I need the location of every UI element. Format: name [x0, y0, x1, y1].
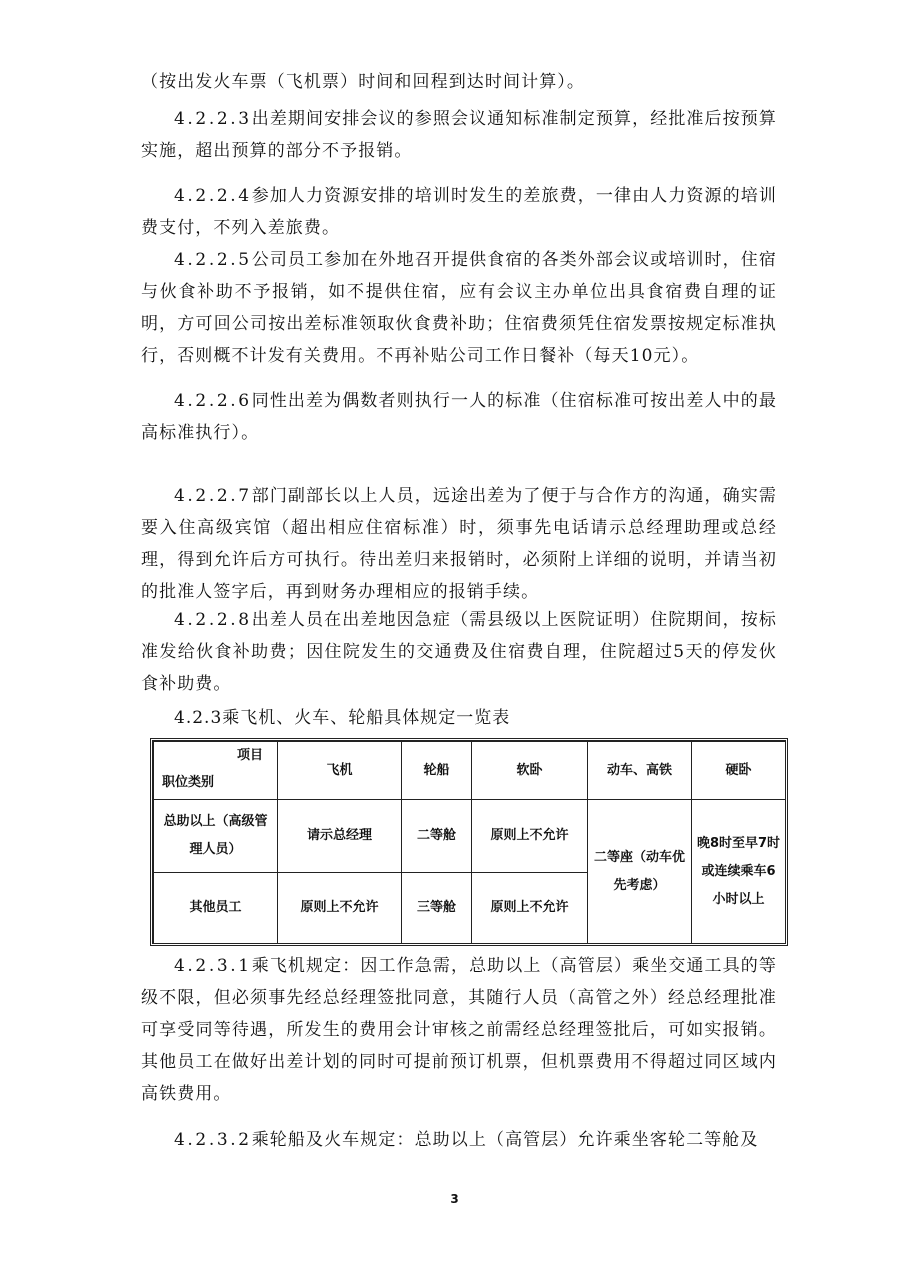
paragraph-4-2-2-3 — [141, 103, 777, 167]
section-number: 4.2.2.3 — [174, 109, 252, 129]
paragraph-4-2-2-6 — [141, 385, 777, 449]
paragraph-4-2-3-2 — [141, 1124, 777, 1156]
section-number: 4.2.2.5 — [174, 250, 252, 270]
header-soft-sleeper: 软卧 — [472, 742, 588, 800]
section-number: 4.2.2.6 — [174, 391, 252, 411]
paragraph-text: 出差期间安排会议的参照会议通知标准制定预算，经批准后按预算实施，超出预算的部分不予报销。 — [141, 109, 777, 161]
paragraph-text: 参加人力资源安排的培训时发生的差旅费，一律由人力资源的培训费支付，不列入差旅费。 — [141, 186, 777, 238]
header-item-label: 项目 — [236, 748, 263, 763]
paragraph-text: 同性出差为偶数者则执行一人的标准（住宿标准可按出差人中的最高标准执行）。 — [141, 391, 777, 443]
paragraph-continuation — [141, 66, 777, 98]
paragraph-text: （按出发火车票（飞机票）时间和回程到达时间计算）。 — [141, 72, 585, 92]
table-caption: 4.2.3乘飞机、火车、轮船具体规定一览表 — [174, 708, 511, 728]
paragraph-text: 部门副部长以上人员，远途出差为了便于与合作方的沟通，确实需要入住高级宾馆（超出相应住宿标准）时，须事先电话请示总经理助理或总经理，得到允许后方可执行。待出差归来报销时，必须附上详细的说明，并请当初的批准人签字后，再到财务办理相应的报销手续。 — [141, 486, 777, 602]
cell-high-speed-rail-shared: 二等座（动车优先考虑） — [588, 800, 692, 944]
cell-ship: 二等舱 — [402, 800, 472, 873]
section-number: 4.2.2.8 — [174, 610, 252, 630]
paragraph-4-2-2-8 — [141, 604, 777, 700]
paragraph-text: 公司员工参加在外地召开提供食宿的各类外部会议或培训时，住宿与伙食补助不予报销，如不提供住宿，应有会议主办单位出具食宿费自理的证明，方可回公司按出差标准领取伙食费补助；住宿费须凭住宿发票按规定标准执行，否则概不计发有关费用。不再补贴公司工作日餐补（每天10元）。 — [141, 250, 777, 366]
header-plane: 飞机 — [278, 742, 402, 800]
table-row — [154, 800, 786, 873]
paragraph-4-2-3-1 — [141, 950, 777, 1110]
paragraph-4-2-2-4 — [141, 180, 777, 244]
cell-soft-sleeper: 原则上不允许 — [472, 873, 588, 944]
paragraph-text: 乘飞机规定：因工作急需，总助以上（高管层）乘坐交通工具的等级不限，但必须事先经总经理签批同意，其随行人员（高管之外）经总经理批准可享受同等待遇，所发生的费用会计审核之前需经总经理签批后，可如实报销。其他员工在做好出差计划的同时可提前预订机票，但机票费用不得超过同区域内高铁费用。 — [141, 956, 777, 1104]
cell-soft-sleeper: 原则上不允许 — [472, 800, 588, 873]
header-category-label: 职位类别 — [162, 775, 215, 790]
section-number: 4.2.3.2 — [174, 1130, 252, 1150]
cell-hard-sleeper-shared: 晚8时至早7时或连续乘车6小时以上 — [692, 800, 786, 944]
header-hard-sleeper: 硬卧 — [692, 742, 786, 800]
table-header-row — [154, 742, 786, 800]
paragraph-4-2-2-7 — [141, 480, 777, 608]
transport-rules-grid — [153, 741, 786, 944]
cell-ship: 三等舱 — [402, 873, 472, 944]
table-corner-cell — [154, 742, 278, 800]
section-number: 4.2.3.1 — [174, 956, 252, 976]
cell-plane: 请示总经理 — [278, 800, 402, 873]
section-number: 4.2.2.4 — [174, 186, 252, 206]
cell-plane: 原则上不允许 — [278, 873, 402, 944]
paragraph-text: 乘轮船及火车规定：总助以上（高管层）允许乘坐客轮二等舱及 — [251, 1130, 759, 1150]
transport-rules-table — [150, 738, 788, 946]
row-category-other: 其他员工 — [154, 873, 278, 944]
page-number: 3 — [450, 1192, 459, 1206]
paragraph-text: 出差人员在出差地因急症（需县级以上医院证明）住院期间，按标准发给伙食补助费；因住院发生的交通费及住宿费自理，住院超过5天的停发伙食补助费。 — [141, 610, 777, 694]
header-ship: 轮船 — [402, 742, 472, 800]
header-high-speed-rail: 动车、高铁 — [588, 742, 692, 800]
section-number: 4.2.2.7 — [174, 486, 252, 506]
row-category-senior: 总助以上（高级管理人员） — [154, 800, 278, 873]
paragraph-4-2-2-5 — [141, 244, 777, 372]
